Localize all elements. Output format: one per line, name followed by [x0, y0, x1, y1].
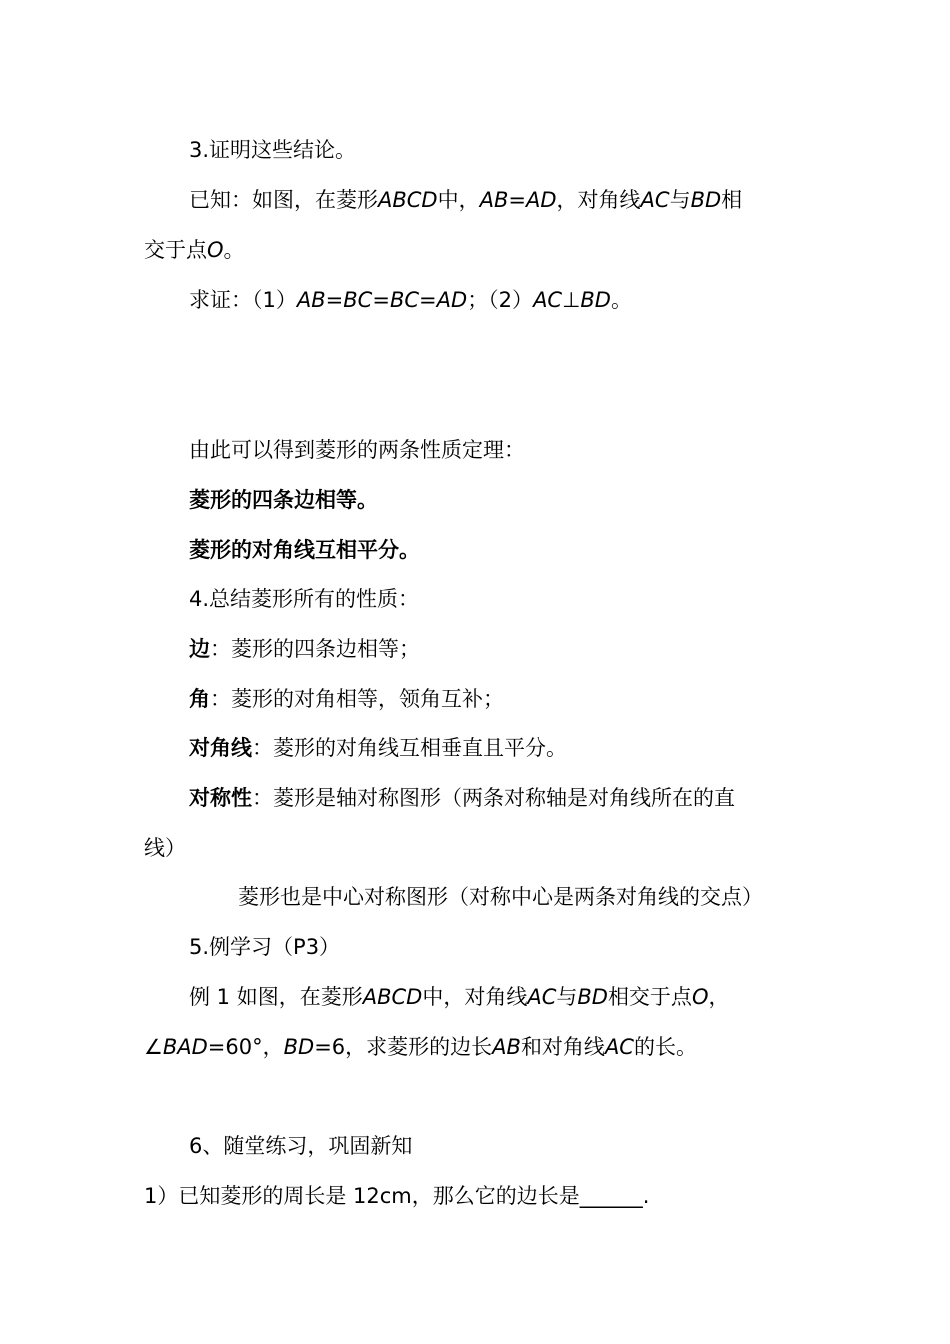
- property-side: 边：菱形的四条边相等；: [189, 637, 420, 661]
- given-line-2: 交于点O。: [144, 238, 245, 262]
- theorem-1: 菱形的四条边相等。: [189, 488, 378, 512]
- given-line-1: 已知：如图，在菱形ABCD中，AB=AD，对角线AC与BD相: [189, 188, 743, 212]
- section-5-heading: 5.例学习（P3）: [189, 935, 341, 959]
- theorem-2: 菱形的对角线互相平分。: [189, 538, 420, 562]
- prove-line: 求证：（1）AB=BC=BC=AD；（2）AC⊥BD。: [189, 288, 632, 312]
- section-6-heading: 6、随堂练习，巩固新知: [189, 1134, 413, 1158]
- property-symmetry: 对称性：菱形是轴对称图形（两条对称轴是对角线所在的直: [189, 786, 735, 810]
- exercise-question-1: 1）已知菱形的周长是 12cm，那么它的边长是______.: [144, 1184, 650, 1208]
- example-1-line-2: ∠BAD=60°，BD=6，求菱形的边长AB和对角线AC的长。: [144, 1035, 697, 1059]
- property-symmetry-cont: 线）: [144, 836, 186, 860]
- property-angle: 角：菱形的对角相等，领角互补；: [189, 687, 504, 711]
- theorems-intro: 由此可以得到菱形的两条性质定理：: [189, 438, 525, 462]
- example-1-line-1: 例 1 如图，在菱形ABCD中，对角线AC与BD相交于点O，: [189, 985, 730, 1009]
- section-4-heading: 4.总结菱形所有的性质：: [189, 587, 420, 611]
- section-3-heading: 3.证明这些结论。: [189, 138, 357, 162]
- property-symmetry-center: 菱形也是中心对称图形（对称中心是两条对角线的交点）: [238, 885, 763, 909]
- property-diagonal: 对角线：菱形的对角线互相垂直且平分。: [189, 736, 567, 760]
